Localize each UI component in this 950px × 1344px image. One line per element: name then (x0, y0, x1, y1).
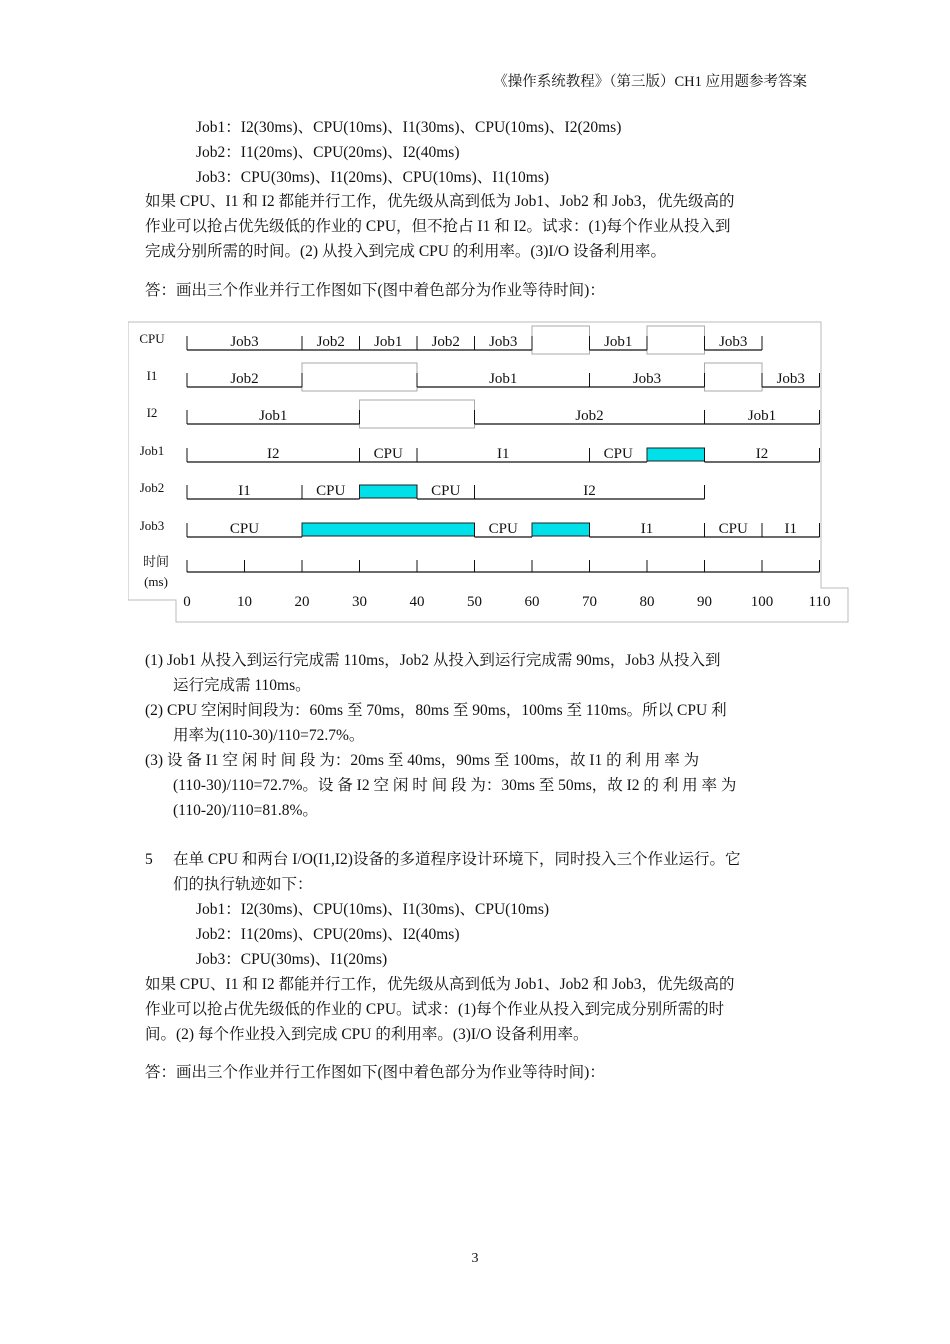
gantt-chart (128, 320, 850, 625)
segment-label: CPU (229, 521, 260, 537)
segment-label: CPU (373, 446, 403, 462)
segment-label: I1 (238, 483, 251, 499)
segment-label: I2 (267, 446, 280, 462)
answer-intro: 答：画出三个作业并行工作图如下(图中着色部分为作业等待时间)： (145, 282, 605, 299)
question-line: 完成分别所需的时间。(2) 从投入到完成 CPU 的利用率。(3)I/O 设备利用率。 (145, 243, 666, 260)
segment-label: Job3 (489, 334, 518, 350)
answer-line: (1) Job1 从投入到运行完成需 110ms，Job2 从投入到运行完成需 90ms，Job3 从投入到 (145, 652, 721, 669)
tick-label: 60 (524, 594, 540, 610)
segment-label: I2 (755, 446, 769, 462)
segment-label: CPU (718, 521, 748, 537)
tick-label: 10 (237, 594, 252, 610)
question-line: 如果 CPU、I1 和 I2 都能并行工作，优先级从高到低为 Job1、Job2 和 Job3，优先级高的 (145, 193, 735, 210)
job2-trace: Job2：I1(20ms)、CPU(20ms)、I2(40ms) (196, 144, 460, 161)
segment-label: Job1 (489, 371, 518, 387)
tick-label: 0 (183, 594, 191, 610)
answer-line: 用率为(110-30)/110=72.7%。 (173, 727, 365, 744)
tick-label: 110 (808, 594, 831, 610)
segment-label: Job1 (259, 408, 288, 424)
axis-title: (ms) (144, 574, 168, 589)
segment-label: Job1 (374, 334, 403, 350)
question-line: 作业可以抢占优先级低的作业的 CPU，但不抢占 I1 和 I2。试求：(1)每个作业从投入到 (145, 218, 731, 235)
wait-bar (647, 448, 705, 461)
tick-label: 100 (750, 594, 774, 610)
tick-label: 70 (582, 594, 597, 610)
segment-label: Job3 (776, 371, 805, 387)
segment-label: CPU (316, 483, 346, 499)
row-label: Job3 (139, 518, 165, 533)
wait-bar (532, 523, 590, 536)
job1-trace: Job1：I2(30ms)、CPU(10ms)、I1(30ms)、CPU(10ms) (196, 901, 550, 918)
segment-label: CPU (431, 483, 461, 499)
wait-bar (360, 485, 418, 498)
job3-trace: Job3：CPU(30ms)、I1(20ms)、CPU(10ms)、I1(10ms) (196, 169, 550, 186)
segment-label: I1 (784, 521, 797, 537)
segment-label: I1 (497, 446, 510, 462)
page-header: 《操作系统教程》（第三版）CH1 应用题参考答案 (493, 74, 807, 90)
segment-label: Job3 (719, 334, 748, 350)
row-label: Job2 (139, 480, 165, 495)
segment-label: CPU (488, 521, 518, 537)
answer-line: (3) 设 备 I1 空 闲 时 间 段 为：20ms 至 40ms，90ms 至 100ms，故 I1 的 利 用 率 为 (145, 752, 700, 769)
segment-label: Job1 (747, 408, 777, 424)
segment-label: Job2 (431, 334, 460, 350)
idle-gap-box (532, 326, 590, 354)
segment-label: Job3 (632, 371, 662, 387)
problem-intro-line: 们的执行轨迹如下： (173, 876, 313, 893)
wait-bar (302, 523, 475, 536)
segment-label: Job2 (230, 371, 259, 387)
tick-label: 30 (352, 594, 367, 610)
segment-label: Job3 (230, 334, 259, 350)
row-label: CPU (139, 331, 165, 346)
question-line: 间。(2) 每个作业投入到完成 CPU 的利用率。(3)I/O 设备利用率。 (145, 1026, 589, 1043)
page-number: 3 (471, 1251, 479, 1266)
idle-gap-box (360, 400, 475, 428)
problem-number: 5 (145, 851, 153, 868)
tick-label: 20 (294, 594, 310, 610)
segment-label: I2 (583, 483, 596, 499)
question-line: 如果 CPU、I1 和 I2 都能并行工作，优先级从高到低为 Job1、Job2 和 Job3，优先级高的 (145, 976, 735, 993)
answer-intro: 答：画出三个作业并行工作图如下(图中着色部分为作业等待时间)： (145, 1064, 605, 1081)
job1-trace: Job1：I2(30ms)、CPU(10ms)、I1(30ms)、CPU(10ms)、I2(20ms) (196, 119, 622, 136)
chart-frame (128, 322, 848, 622)
job3-trace: Job3：CPU(30ms)、I1(20ms) (196, 951, 388, 968)
idle-gap-box (647, 326, 705, 354)
tick-label: 80 (639, 594, 655, 610)
tick-label: 40 (409, 594, 425, 610)
tick-label: 50 (467, 594, 482, 610)
segment-label: I1 (640, 521, 654, 537)
segment-label: Job2 (575, 408, 604, 424)
axis-title: 时间 (142, 554, 170, 569)
row-label: Job1 (139, 443, 165, 458)
segment-label: Job1 (604, 334, 633, 350)
idle-gap-box (302, 363, 417, 391)
answer-line: 运行完成需 110ms。 (173, 677, 311, 694)
question-line: 作业可以抢占优先级低的作业的 CPU。试求：(1)每个作业从投入到完成分别所需的时 (145, 1001, 725, 1018)
row-label: I2 (146, 405, 158, 420)
segment-label: CPU (603, 446, 633, 462)
answer-line: (2) CPU 空闲时间段为：60ms 至 70ms，80ms 至 90ms，100ms 至 110ms。所以 CPU 利 (145, 702, 727, 719)
answer-line: (110-30)/110=72.7%。设 备 I2 空 闲 时 间 段 为：30ms 至 50ms，故 I2 的 利 用 率 为 (173, 777, 737, 794)
row-label: I1 (146, 368, 158, 383)
segment-label: Job2 (316, 334, 345, 350)
job2-trace: Job2：I1(20ms)、CPU(20ms)、I2(40ms) (196, 926, 460, 943)
tick-label: 90 (697, 594, 712, 610)
idle-gap-box (705, 363, 763, 391)
problem-intro-line: 在单 CPU 和两台 I/O(I1,I2)设备的多道程序设计环境下，同时投入三个作业运行。它 (173, 851, 741, 868)
answer-line: (110-20)/110=81.8%。 (173, 802, 318, 819)
